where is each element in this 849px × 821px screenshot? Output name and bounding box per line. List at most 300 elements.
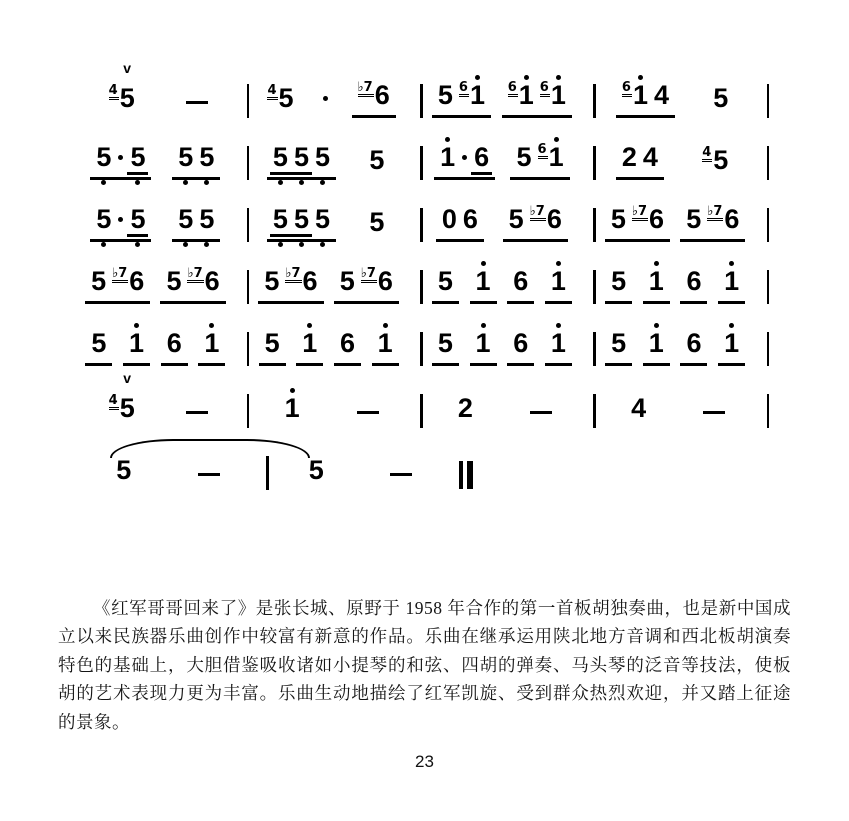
note-digit: 1 — [475, 328, 491, 358]
digit-stack — [369, 145, 385, 175]
note-digit: 1 — [550, 266, 566, 296]
augmentation-dot — [462, 155, 467, 160]
octave-dot-high — [134, 323, 139, 328]
note — [109, 266, 147, 299]
staff-line — [76, 304, 769, 366]
note-group — [718, 266, 745, 304]
note-digit: 1 — [724, 266, 740, 296]
grace-note: 4 — [702, 145, 712, 160]
note-group — [605, 328, 632, 366]
octave-dot-high — [556, 323, 561, 328]
digit-stack — [474, 142, 490, 172]
dash-note — [186, 411, 208, 415]
digit-stack — [96, 142, 112, 172]
digit-stack — [116, 455, 132, 485]
note — [164, 328, 185, 361]
note-digit: 5 — [119, 393, 135, 423]
note-digit: 1 — [469, 80, 485, 110]
note-digit: 6 — [377, 266, 393, 296]
octave-dot-high — [556, 75, 561, 80]
octave-dot-high — [654, 261, 659, 266]
note — [471, 142, 492, 175]
measure — [596, 80, 767, 118]
digit-stack — [119, 393, 135, 423]
note-digit: 1 — [648, 266, 664, 296]
note-digit: 5 — [369, 145, 385, 175]
note-digit: 6 — [686, 328, 702, 358]
note-digit: 1 — [302, 328, 318, 358]
note — [184, 266, 222, 299]
measure — [76, 266, 247, 304]
grace-note: ♭7 — [112, 266, 128, 281]
note — [646, 266, 667, 299]
note-group — [452, 393, 479, 428]
note — [291, 142, 312, 175]
note-group — [90, 204, 151, 242]
note-digit: 5 — [264, 266, 280, 296]
note-digit: 6 — [686, 266, 702, 296]
digit-stack — [264, 328, 280, 358]
note — [291, 204, 312, 237]
measure — [596, 393, 767, 428]
barline — [767, 208, 770, 242]
digit-stack — [314, 204, 330, 234]
augmentation-dot — [323, 96, 328, 101]
measure — [249, 80, 420, 118]
octave-dot-high — [475, 75, 480, 80]
digit-stack — [199, 204, 215, 234]
note-digit: 5 — [178, 142, 194, 172]
note-digit: 4 — [631, 393, 647, 423]
note-group — [680, 204, 745, 242]
note-group — [436, 204, 484, 242]
note-digit: 5 — [199, 204, 215, 234]
note-digit: 1 — [724, 328, 740, 358]
program-note-paragraph: 《红军哥哥回来了》是张长城、原野于 1958 年合作的第一首板胡独奏曲，也是新中国成立以来民族器乐曲创作中较富有新意的作品。乐曲在继承运用陕北地方音调和西北板胡演奏特色的基础上，大胆借鉴吸收诸如小提琴的和弦、四胡的弹奏、马头琴的泛音等技法，使板胡的艺术表现力更为丰富。乐曲生动地描绘了红军凯旋、受到群众热烈欢迎，并又踏上征途的景象。 — [58, 597, 791, 732]
digit-stack — [437, 80, 453, 110]
note-digit: 6 — [374, 80, 390, 110]
digit-stack — [91, 266, 107, 296]
digit-stack — [724, 266, 740, 296]
note-group — [625, 393, 652, 428]
note-digit: 1 — [548, 142, 564, 172]
digit-stack — [199, 142, 215, 172]
dash-note — [703, 411, 725, 415]
digit-stack — [272, 142, 288, 172]
note — [721, 328, 742, 361]
note — [282, 266, 320, 299]
note-group — [296, 328, 323, 366]
note-group — [172, 142, 220, 180]
note — [456, 80, 488, 113]
measure — [76, 370, 247, 428]
measure — [423, 393, 594, 428]
octave-dot-high — [524, 75, 529, 80]
barline — [767, 84, 770, 118]
measure — [596, 204, 767, 242]
note-group — [85, 266, 150, 304]
digit-stack — [166, 266, 182, 296]
note-group — [259, 328, 286, 366]
digit-stack — [631, 393, 647, 423]
digit-stack — [611, 328, 627, 358]
note — [608, 266, 629, 299]
grace-note: 6 — [539, 80, 549, 95]
note — [163, 266, 184, 299]
digit-stack — [546, 204, 562, 234]
note — [527, 204, 565, 237]
note-group — [507, 328, 534, 366]
measure — [596, 328, 767, 366]
digit-stack — [130, 204, 146, 234]
note-group — [258, 266, 323, 304]
digit-stack — [166, 328, 182, 358]
digit-stack — [91, 328, 107, 358]
measure — [423, 204, 594, 242]
digit-stack — [377, 266, 393, 296]
note — [196, 204, 217, 237]
measure — [249, 142, 420, 180]
note-digit: 6 — [302, 266, 318, 296]
note-digit: 6 — [513, 328, 529, 358]
note-digit: 6 — [129, 266, 145, 296]
note — [306, 455, 327, 488]
digit-stack — [377, 328, 393, 358]
note-digit: 6 — [204, 266, 220, 296]
measure — [423, 80, 594, 118]
measure — [423, 266, 594, 304]
note-group — [372, 328, 399, 366]
note — [270, 142, 291, 175]
grace-note: 6 — [621, 80, 631, 95]
note — [312, 142, 333, 175]
digit-stack — [204, 266, 220, 296]
note-group — [316, 96, 335, 118]
note — [683, 266, 704, 299]
note — [699, 145, 731, 178]
note-group — [161, 328, 188, 366]
digit-stack — [178, 204, 194, 234]
note — [113, 455, 134, 488]
note-digit: 5 — [91, 266, 107, 296]
note-digit: 6 — [339, 328, 355, 358]
note — [721, 266, 742, 299]
digit-stack — [374, 80, 390, 110]
note — [651, 80, 672, 113]
digit-stack — [129, 328, 145, 358]
note — [510, 266, 531, 299]
note — [439, 204, 460, 237]
digit-stack — [437, 266, 453, 296]
digit-stack — [518, 80, 534, 110]
note-digit: 5 — [130, 142, 146, 172]
note-group — [103, 60, 141, 118]
digit-stack — [686, 328, 702, 358]
digit-stack — [440, 142, 456, 172]
note — [608, 328, 629, 361]
notation-area — [76, 56, 769, 490]
note — [106, 60, 138, 116]
digit-stack — [475, 266, 491, 296]
digit-stack — [284, 393, 300, 423]
barline — [767, 332, 770, 366]
note-digit: 1 — [648, 328, 664, 358]
final-barline — [459, 461, 473, 489]
digit-stack — [648, 328, 664, 358]
measure — [76, 60, 247, 118]
note — [93, 204, 114, 237]
digit-stack — [437, 328, 453, 358]
barline — [767, 146, 770, 180]
note-digit: 4 — [653, 80, 669, 110]
note-group — [123, 328, 150, 366]
note-digit: 5 — [369, 207, 385, 237]
octave-dot-high — [556, 261, 561, 266]
staff-line — [76, 428, 769, 490]
digit-stack — [293, 204, 309, 234]
digit-stack — [686, 204, 702, 234]
digit-stack — [302, 266, 318, 296]
note — [355, 80, 393, 113]
note-group — [334, 328, 361, 366]
note-digit: 5 — [308, 455, 324, 485]
note-digit: 6 — [649, 204, 665, 234]
measure — [423, 142, 594, 180]
digit-stack — [611, 266, 627, 296]
note-group — [432, 80, 491, 118]
note-digit: 1 — [377, 328, 393, 358]
note-digit: 0 — [441, 204, 457, 234]
grace-note: 4 — [267, 83, 277, 98]
note — [299, 328, 320, 361]
digit-stack — [462, 204, 478, 234]
octave-dot-high — [554, 137, 559, 142]
note-digit: 1 — [632, 80, 648, 110]
barline — [767, 270, 770, 304]
note-group — [616, 142, 664, 180]
digit-stack — [548, 142, 564, 172]
note — [88, 266, 109, 299]
digit-stack — [339, 328, 355, 358]
note — [505, 80, 537, 113]
note-group — [279, 393, 306, 428]
note-group — [85, 328, 112, 366]
octave-dot-high — [290, 388, 295, 393]
digit-stack — [550, 80, 566, 110]
note-group — [510, 142, 569, 180]
note — [683, 204, 704, 237]
note-digit: 5 — [437, 80, 453, 110]
note — [460, 204, 481, 237]
digit-stack — [130, 142, 146, 172]
digit-stack — [713, 145, 729, 175]
grace-note: 4 — [108, 393, 118, 408]
note-group — [334, 266, 399, 304]
note — [337, 328, 358, 361]
note-group — [160, 266, 225, 304]
digit-stack — [119, 83, 135, 113]
note — [127, 142, 148, 175]
note — [646, 328, 667, 361]
note-group — [110, 455, 137, 490]
octave-dot-high — [638, 75, 643, 80]
measure — [423, 328, 594, 366]
note-digit: 5 — [264, 328, 280, 358]
note-digit: 5 — [166, 266, 182, 296]
digit-stack — [129, 266, 145, 296]
note — [375, 328, 396, 361]
note — [264, 83, 296, 116]
note — [106, 370, 138, 426]
measure — [269, 455, 459, 490]
dash-note — [186, 101, 208, 105]
note-group — [90, 142, 151, 180]
note-digit: 5 — [130, 204, 146, 234]
digit-stack — [302, 328, 318, 358]
note — [435, 80, 456, 113]
note-digit: 6 — [724, 204, 740, 234]
digit-stack — [369, 207, 385, 237]
note-group — [363, 207, 390, 242]
note — [312, 204, 333, 237]
note-digit: 5 — [314, 142, 330, 172]
note — [704, 204, 742, 237]
note-digit: 2 — [457, 393, 473, 423]
note — [619, 80, 651, 113]
note — [640, 142, 661, 175]
note-digit: 5 — [293, 142, 309, 172]
measure — [76, 204, 247, 242]
note-digit: 6 — [546, 204, 562, 234]
note — [455, 393, 476, 426]
note-group — [545, 266, 572, 304]
note-group — [680, 328, 707, 366]
dash-note — [530, 411, 552, 415]
note-digit: 1 — [284, 393, 300, 423]
digit-stack — [649, 204, 665, 234]
note-group — [432, 266, 459, 304]
note-digit: 5 — [437, 328, 453, 358]
note-group — [432, 328, 459, 366]
note-group — [643, 328, 670, 366]
digit-stack — [724, 204, 740, 234]
note — [282, 393, 303, 426]
note — [262, 328, 283, 361]
note-digit: 5 — [272, 142, 288, 172]
note-digit: 6 — [513, 266, 529, 296]
note-group — [616, 80, 675, 118]
augmentation-dot — [118, 217, 123, 222]
grace-note: ♭7 — [529, 204, 545, 219]
note-group — [261, 83, 299, 118]
note-group — [363, 145, 390, 180]
note-digit: 1 — [129, 328, 145, 358]
note-digit: 5 — [611, 266, 627, 296]
note — [473, 266, 494, 299]
note-digit: 5 — [516, 142, 532, 172]
digit-stack — [314, 142, 330, 172]
digit-stack — [178, 142, 194, 172]
digit-stack — [293, 142, 309, 172]
note — [548, 266, 569, 299]
grace-note: ♭7 — [707, 204, 723, 219]
breath-mark-icon: v — [123, 370, 132, 386]
measure — [249, 266, 420, 304]
digit-stack — [475, 328, 491, 358]
note-group — [696, 145, 734, 180]
note — [366, 145, 387, 178]
note — [537, 80, 569, 113]
note — [435, 266, 456, 299]
note-digit: 6 — [166, 328, 182, 358]
note — [506, 204, 527, 237]
note-group — [507, 266, 534, 304]
note-group — [172, 204, 220, 242]
note-digit: 5 — [91, 328, 107, 358]
octave-dot-high — [383, 323, 388, 328]
note-digit: 5 — [178, 204, 194, 234]
staff-line — [76, 366, 769, 428]
note-digit: 2 — [621, 142, 637, 172]
note — [473, 328, 494, 361]
note-group — [502, 80, 572, 118]
note-digit: 1 — [518, 80, 534, 110]
grace-note: 6 — [458, 80, 468, 95]
note-group — [643, 266, 670, 304]
staff-line — [76, 180, 769, 242]
breath-mark-icon: v — [123, 60, 132, 76]
grace-note: ♭7 — [285, 266, 301, 281]
note-digit: 5 — [437, 266, 453, 296]
note-group — [545, 328, 572, 366]
note-digit: 5 — [339, 266, 355, 296]
note-digit: 6 — [462, 204, 478, 234]
note-group — [434, 142, 495, 180]
digit-stack — [713, 83, 729, 113]
note — [175, 142, 196, 175]
octave-dot-high — [654, 323, 659, 328]
note-group — [303, 455, 330, 490]
note-digit: 5 — [610, 204, 626, 234]
note — [366, 207, 387, 240]
note-group — [680, 266, 707, 304]
note-digit: 5 — [119, 83, 135, 113]
note-digit: 5 — [508, 204, 524, 234]
digit-stack — [272, 204, 288, 234]
octave-dot-high — [481, 261, 486, 266]
note — [710, 83, 731, 116]
note-digit: 5 — [199, 142, 215, 172]
note-digit: 1 — [550, 328, 566, 358]
note — [196, 142, 217, 175]
digit-stack — [264, 266, 280, 296]
note-digit: 4 — [642, 142, 658, 172]
note-group — [352, 80, 396, 118]
note-digit: 1 — [550, 80, 566, 110]
digit-stack — [204, 328, 220, 358]
note-digit: 6 — [474, 142, 490, 172]
note — [619, 142, 640, 175]
note-group — [718, 328, 745, 366]
digit-stack — [513, 266, 529, 296]
digit-stack — [339, 266, 355, 296]
digit-stack — [621, 142, 637, 172]
digit-stack — [513, 328, 529, 358]
note — [261, 266, 282, 299]
grace-note: 4 — [108, 83, 118, 98]
note — [126, 328, 147, 361]
note — [88, 328, 109, 361]
